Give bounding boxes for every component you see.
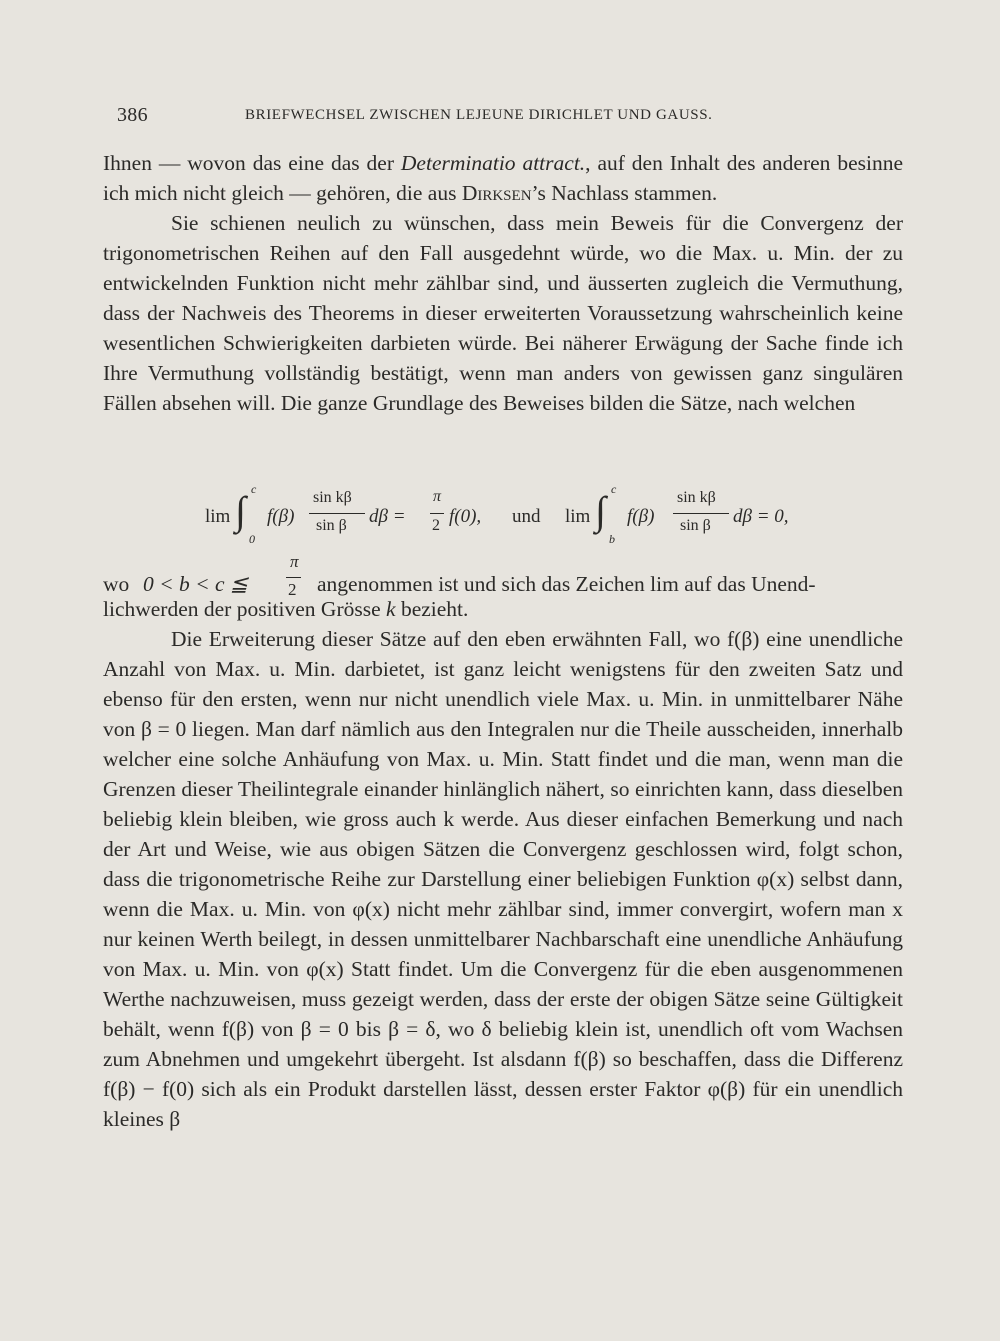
page-number: 386 — [117, 104, 148, 126]
italic-title: Determinatio attract. — [400, 151, 586, 175]
page-header — [103, 104, 903, 130]
formula-left: lim ∫ c 0 f(β) sin kβ sin β dβ = π 2 f(0), — [205, 482, 482, 546]
fraction-bar — [673, 513, 729, 514]
paragraph-1: Ihnen — wovon das eine das der Determinatio attract., auf den Inhalt des anderen besinne ich mich nicht gleich — gehören, die aus Dirksen’s Nachlass stammen. — [103, 151, 903, 205]
integral-sign: ∫ — [235, 488, 246, 533]
integral-sign: ∫ — [595, 488, 606, 533]
formula-right: lim ∫ c b f(β) sin kβ sin β dβ = 0, — [565, 482, 789, 546]
running-title: BRIEFWECHSEL ZWISCHEN LEJEUNE DIRICHLET UND GAUSS. — [245, 107, 713, 123]
paragraph-4: Die Erweiterung dieser Sätze auf den eben erwähnten Fall, wo f(β) eine unendliche Anzahl von Max. u. Min. darbietet, ist ganz leicht wenigstens für den zweiten Satz und ebenso für den ersten, wenn nur nicht unendlich viele Max. u. Min. in unmittelbarer Nähe von β = 0 liegen. Man darf nämlich aus den Integralen nur die Theile ausscheiden, innerhalb welcher eine solche Anhäufung von Max. u. Min. Statt findet und die man, wenn man die Grenzen dieser Theilintegrale einander hinlänglich nähert, so einrichten kann, dass dieselben beliebig klein bleiben, wie gross auch k werde. Aus dieser einfachen Bemerkung und nach der Art und Weise, wie aus obigen Sätzen die Convergenz geschlossen wird, folgt schon, dass die trigonometrische Reihe zur Darstellung einer beliebigen Funktion φ(x) selbst dann, wenn die Max. u. Min. von φ(x) nicht mehr zählbar sind, immer convergirt, wofern man x nur keinen Werth beilegt, in dessen unmittelbarer Nachbarschaft eine unendliche Anhäufung von Max. u. Min. von φ(x) Statt findet. Um die Convergenz für die eben ausgenommenen Werthe nachzuweisen, muss gezeigt werden, dass der erste der obigen Sätze seine Gültigkeit behält, wenn f(β) von β = 0 bis β = δ, wo δ beliebig klein ist, unendlich oft vom Wachsen zum Abnehmen und umgekehrt übergeht. Ist alsdann f(β) so beschaffen, dass die Differenz f(β) − f(0) sich als ein Produkt darstellen lässt, dessen erster Faktor φ(β) für ein unendlich kleines β — [103, 627, 903, 1131]
condition-line: wo 0 < b < c ≦ π 2 angenommen ist und sich das Zeichen lim auf das Unend- — [103, 552, 816, 599]
fraction-bar — [286, 577, 301, 578]
limit-formula: lim ∫ c 0 f(β) sin kβ sin β dβ = π 2 f(0), und lim ∫ c b f(β) sin kβ sin β dβ = 0, — [205, 486, 825, 556]
paragraph-2: Sie schienen neulich zu wünschen, dass mein Beweis für die Convergenz der trigonometrischen Reihen auf den Fall ausgedehnt würde, wo die Max. u. Min. der zu entwickelnden Funktion nicht mehr zählbar sind, und äusserten zugleich die Vermuthung, dass der Nachweis des Theorems in dieser erweiterten Voraussetzung wahrscheinlich keine wesentlichen Schwierigkeiten darbieten würde. Bei näherer Erwägung der Sache finde ich Ihre Vermuthung vollständig bestätigt, wenn man anders von gewissen ganz singulären Fällen absehen will. Die ganze Grundlage des Beweises bilden die Sätze, nach welchen — [103, 211, 903, 415]
body-text-top — [103, 148, 903, 418]
fraction-bar — [309, 513, 365, 514]
body-text-bottom — [103, 594, 903, 1134]
person-name: Dirksen — [461, 181, 532, 205]
paragraph-3: lichwerden der positiven Grösse k bezieht. — [103, 597, 469, 621]
fraction-bar — [430, 513, 444, 514]
